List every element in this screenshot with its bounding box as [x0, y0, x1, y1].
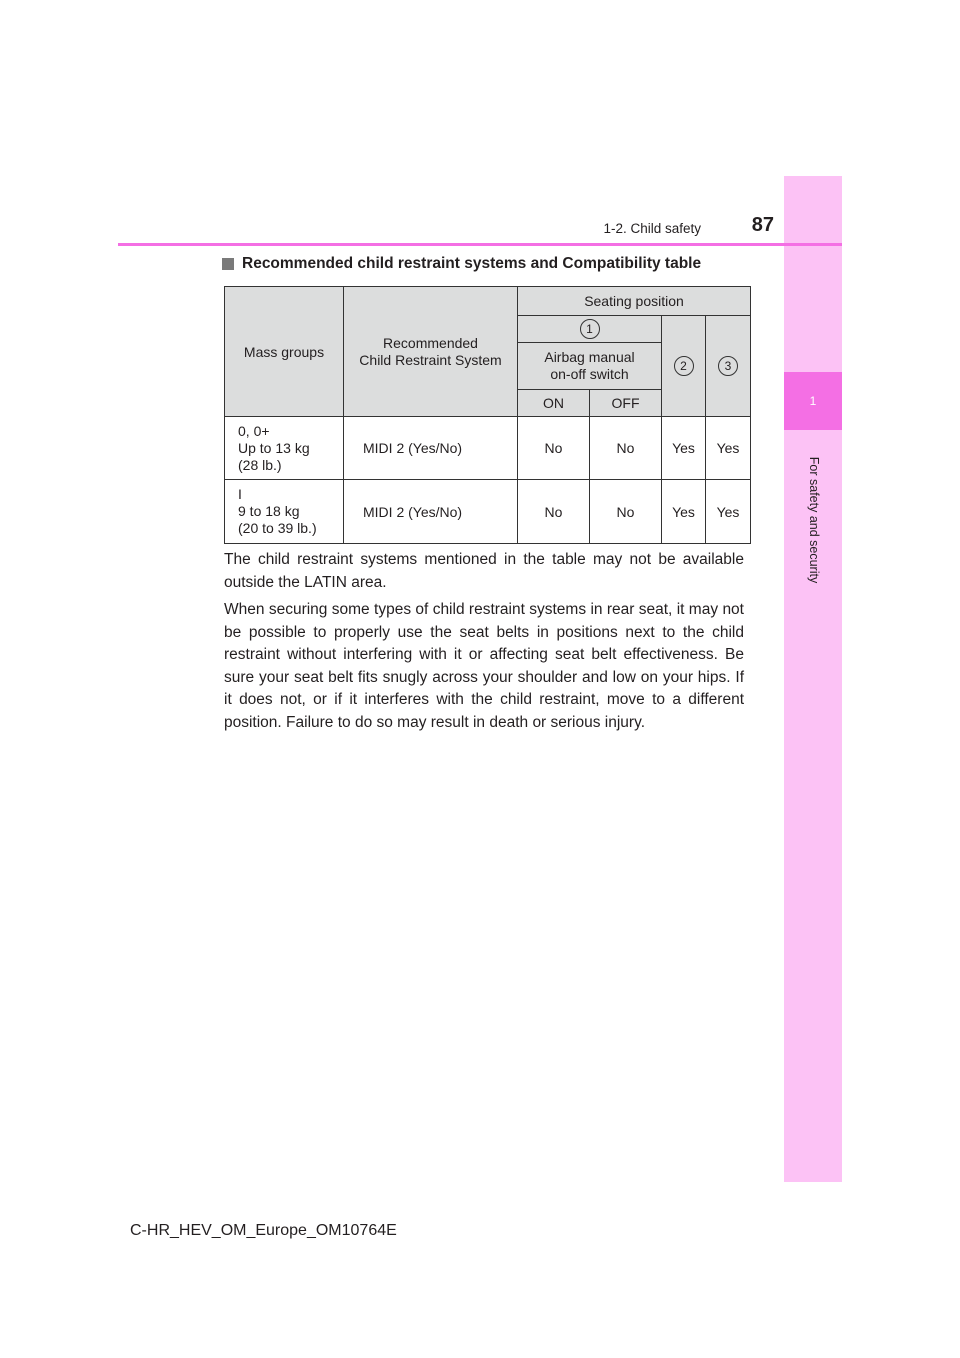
restraint-system-cell: MIDI 2 (Yes/No) — [344, 417, 518, 480]
position-1-header — [518, 316, 662, 343]
position-2-cell: Yes — [662, 480, 706, 544]
restraint-system-cell: MIDI 2 (Yes/No) — [344, 480, 518, 544]
airbag-off-cell: No — [590, 417, 662, 480]
mass-groups-header — [225, 287, 344, 417]
position-3-badge: 3 — [718, 356, 738, 376]
chapter-title-tab — [785, 440, 843, 600]
mass-group-text: 0, 0+ Up to 13 kg (28 lb.) — [238, 422, 310, 473]
airbag-on-header — [518, 390, 590, 417]
recommended-system-header-text: Recommended Child Restraint System — [359, 334, 502, 368]
mass-group-cell — [225, 480, 344, 544]
section-title: 1-2. Child safety — [603, 221, 701, 236]
table-row — [225, 480, 751, 544]
airbag-off-cell: No — [590, 480, 662, 544]
header-rule — [118, 243, 842, 246]
document-code: C-HR_HEV_OM_Europe_OM10764E — [130, 1222, 397, 1239]
position-2-header — [662, 316, 706, 417]
seating-position-header — [518, 287, 751, 316]
airbag-switch-header-text: Airbag manual on-off switch — [544, 349, 635, 382]
seating-position-header-text: Seating position — [584, 293, 684, 309]
availability-note: The child restraint systems mentioned in the table may not be available outside the LATIN area. — [224, 551, 744, 591]
section-heading-text: Recommended child restraint systems and Compatibility table — [242, 255, 702, 272]
position-3-cell: Yes — [706, 417, 751, 480]
seat-belt-warning: When securing some types of child restraint systems in rear seat, it may not be possible to properly use the seat belts in positions next to the child restraint without interfering with it or affecting seat belt effectiveness. Be sure your seat belt fits snugly across your shoulder and low on your hips. If it does not, or if it interferes with the child restraint, move to a different position. Failure to do so may result in death or serious injury. — [224, 601, 744, 731]
chapter-number: 1 — [809, 394, 817, 408]
page-number: 87 — [751, 214, 774, 236]
position-3-header — [706, 316, 751, 417]
side-tab — [784, 176, 842, 1182]
section-heading — [222, 255, 762, 273]
heading-bullet-icon — [222, 258, 234, 270]
mass-groups-header-text: Mass groups — [243, 343, 325, 360]
recommended-system-header — [344, 287, 518, 417]
compatibility-table — [224, 286, 751, 544]
airbag-on-cell: No — [518, 480, 590, 544]
position-1-badge: 1 — [580, 319, 600, 339]
table-row — [225, 417, 751, 480]
airbag-off-header — [590, 390, 662, 417]
chapter-title: For safety and security — [807, 456, 822, 584]
position-2-badge: 2 — [674, 356, 694, 376]
airbag-on-cell: No — [518, 417, 590, 480]
mass-group-text: I 9 to 18 kg (20 to 39 lb.) — [238, 486, 317, 536]
mass-group-cell — [225, 417, 344, 480]
airbag-switch-header — [518, 343, 662, 390]
chapter-number-tab[interactable] — [784, 372, 842, 430]
airbag-off-header-text: OFF — [611, 395, 640, 411]
position-3-cell: Yes — [706, 480, 751, 544]
airbag-on-header-text: ON — [543, 395, 564, 411]
position-2-cell: Yes — [662, 417, 706, 480]
